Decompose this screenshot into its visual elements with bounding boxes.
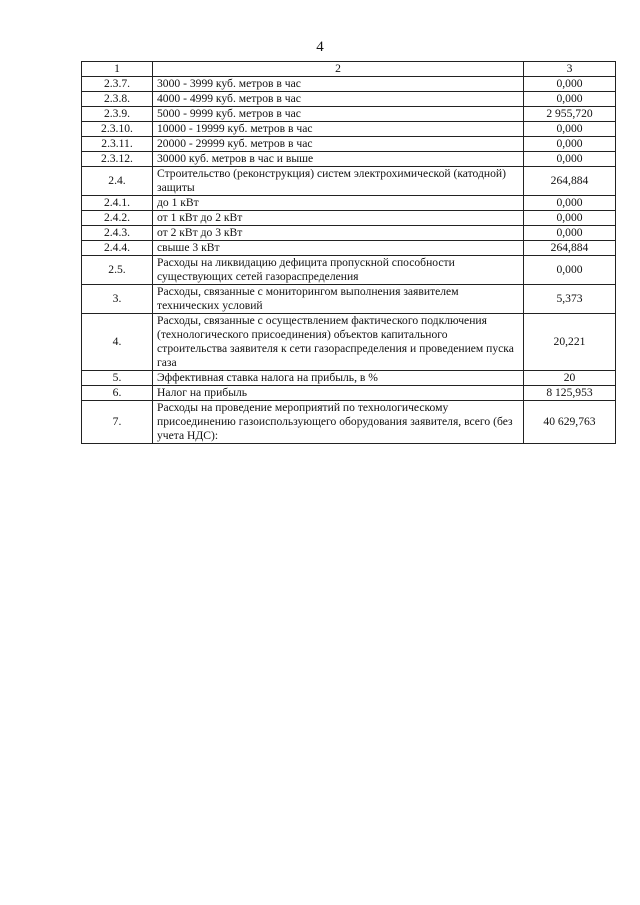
table-row bbox=[82, 211, 616, 226]
row-value-cell: 20,221 bbox=[524, 314, 616, 371]
row-value-cell: 40 629,763 bbox=[524, 401, 616, 444]
row-number-cell: 2.4.4. bbox=[82, 241, 153, 256]
table-row bbox=[82, 226, 616, 241]
row-number-cell: 2.3.9. bbox=[82, 107, 153, 122]
row-value-cell: 20 bbox=[524, 371, 616, 386]
row-value-cell: 0,000 bbox=[524, 122, 616, 137]
row-number-cell: 7. bbox=[82, 401, 153, 444]
row-value-cell: 0,000 bbox=[524, 77, 616, 92]
row-number-cell: 2.3.7. bbox=[82, 77, 153, 92]
row-number-cell: 6. bbox=[82, 386, 153, 401]
row-description-cell: Расходы, связанные с мониторингом выполнения заявителем технических условий bbox=[153, 285, 524, 314]
table-row bbox=[82, 107, 616, 122]
row-number-cell: 2.3.10. bbox=[82, 122, 153, 137]
table-row bbox=[82, 386, 616, 401]
row-description-cell: 20000 - 29999 куб. метров в час bbox=[153, 137, 524, 152]
row-number-cell: 4. bbox=[82, 314, 153, 371]
row-value-cell: 264,884 bbox=[524, 241, 616, 256]
table-row bbox=[82, 92, 616, 107]
row-number-cell: 2.4. bbox=[82, 167, 153, 196]
row-description-cell: от 2 кВт до 3 кВт bbox=[153, 226, 524, 241]
row-number-cell: 5. bbox=[82, 371, 153, 386]
row-number-cell: 2.3.11. bbox=[82, 137, 153, 152]
table-row bbox=[82, 256, 616, 285]
table-body bbox=[82, 77, 616, 444]
row-value-cell: 0,000 bbox=[524, 152, 616, 167]
row-value-cell: 5,373 bbox=[524, 285, 616, 314]
row-number-cell: 3. bbox=[82, 285, 153, 314]
row-number-cell: 2.4.1. bbox=[82, 196, 153, 211]
row-description-cell: Налог на прибыль bbox=[153, 386, 524, 401]
row-description-cell: свыше 3 кВт bbox=[153, 241, 524, 256]
header-cell-3: 3 bbox=[524, 62, 616, 77]
row-number-cell: 2.4.2. bbox=[82, 211, 153, 226]
table-row bbox=[82, 152, 616, 167]
row-description-cell: Расходы на проведение мероприятий по технологическому присоединению газоиспользующего оборудования заявителя, всего (без учета НДС): bbox=[153, 401, 524, 444]
row-value-cell: 2 955,720 bbox=[524, 107, 616, 122]
table-row bbox=[82, 371, 616, 386]
row-value-cell: 0,000 bbox=[524, 256, 616, 285]
table-row bbox=[82, 285, 616, 314]
row-description-cell: Строительство (реконструкция) систем электрохимической (катодной) защиты bbox=[153, 167, 524, 196]
row-number-cell: 2.3.8. bbox=[82, 92, 153, 107]
row-value-cell: 0,000 bbox=[524, 226, 616, 241]
table-row bbox=[82, 77, 616, 92]
cost-table bbox=[81, 61, 616, 444]
row-description-cell: 10000 - 19999 куб. метров в час bbox=[153, 122, 524, 137]
row-description-cell: 3000 - 3999 куб. метров в час bbox=[153, 77, 524, 92]
row-value-cell: 8 125,953 bbox=[524, 386, 616, 401]
table-row bbox=[82, 196, 616, 211]
row-value-cell: 264,884 bbox=[524, 167, 616, 196]
row-number-cell: 2.4.3. bbox=[82, 226, 153, 241]
row-value-cell: 0,000 bbox=[524, 196, 616, 211]
table-row bbox=[82, 314, 616, 371]
table-row bbox=[82, 167, 616, 196]
row-value-cell: 0,000 bbox=[524, 211, 616, 226]
row-number-cell: 2.5. bbox=[82, 256, 153, 285]
table-row bbox=[82, 401, 616, 444]
row-description-cell: 30000 куб. метров в час и выше bbox=[153, 152, 524, 167]
row-description-cell: Расходы, связанные с осуществлением фактического подключения (технологического присоединения) объектов капитального строительства заявителя к сети газораспределения и проведением пуска газа bbox=[153, 314, 524, 371]
row-description-cell: до 1 кВт bbox=[153, 196, 524, 211]
table-header-row bbox=[82, 62, 616, 77]
row-description-cell: от 1 кВт до 2 кВт bbox=[153, 211, 524, 226]
header-cell-2: 2 bbox=[153, 62, 524, 77]
table-row bbox=[82, 137, 616, 152]
table-row bbox=[82, 241, 616, 256]
row-description-cell: Расходы на ликвидацию дефицита пропускной способности существующих сетей газораспределения bbox=[153, 256, 524, 285]
row-description-cell: 4000 - 4999 куб. метров в час bbox=[153, 92, 524, 107]
header-cell-1: 1 bbox=[82, 62, 153, 77]
row-value-cell: 0,000 bbox=[524, 92, 616, 107]
row-value-cell: 0,000 bbox=[524, 137, 616, 152]
row-description-cell: Эффективная ставка налога на прибыль, в % bbox=[153, 371, 524, 386]
row-description-cell: 5000 - 9999 куб. метров в час bbox=[153, 107, 524, 122]
page-number: 4 bbox=[316, 39, 324, 55]
table-row bbox=[82, 122, 616, 137]
row-number-cell: 2.3.12. bbox=[82, 152, 153, 167]
